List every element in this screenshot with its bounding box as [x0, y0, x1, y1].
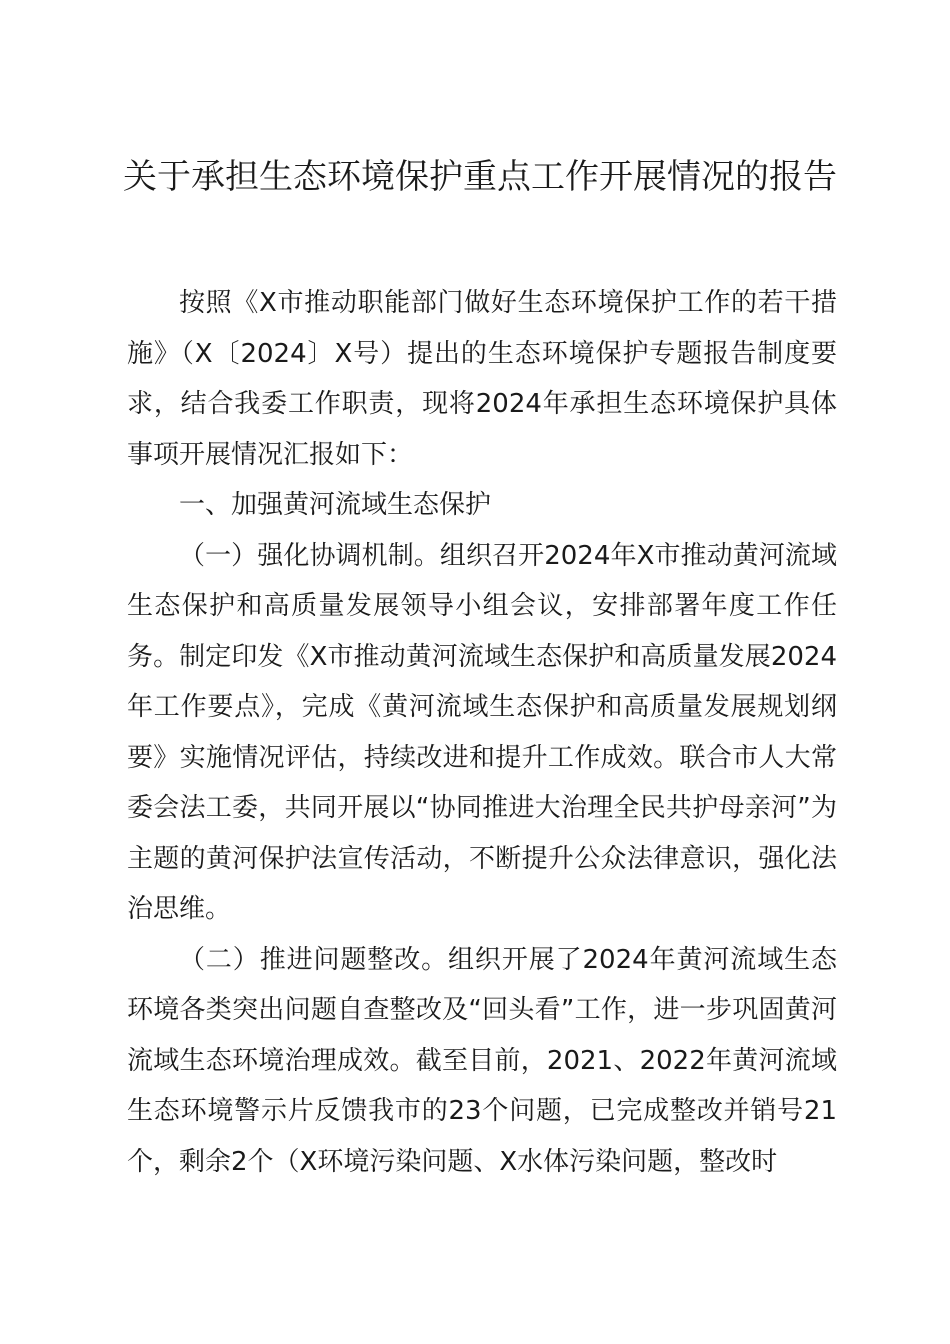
subsection-paragraph-1: （一）强化协调机制。组织召开2024年X市推动黄河流域生态保护和高质量发展领导小组会议，安排部署年度工作任务。制定印发《X市推动黄河流域生态保护和高质量发展2024年工作要点》，完成《黄河流域生态保护和高质量发展规划纲要》实施情况评估，持续改进和提升工作成效。联合市人大常委会法工委，共同开展以“协同推进大治理全民共护母亲河”为主题的黄河保护法宣传活动，不断提升公众法律意识，强化法治思维。	[127, 540, 837, 924]
subsection-paragraph-2: （二）推进问题整改。组织开展了2024年黄河流域生态环境各类突出问题自查整改及“回头看”工作，进一步巩固黄河流域生态环境治理成效。截至目前，2021、2022年黄河流域生态环境警示片反馈我市的23个问题，已完成整改并销号21个，剩余2个（X环境污染问题、X水体污染问题，整改时	[127, 944, 837, 1177]
document-body	[127, 278, 837, 1187]
document-title: 关于承担生态环境保护重点工作开展情况的报告	[123, 157, 837, 197]
section-heading-1: 一、加强黄河流域生态保护	[179, 490, 492, 520]
intro-paragraph: 按照《X市推动职能部门做好生态环境保护工作的若干措施》（X〔2024〕X号）提出的生态环境保护专题报告制度要求，结合我委工作职责，现将2024年承担生态环境保护具体事项开展情况汇报如下：	[127, 288, 837, 470]
